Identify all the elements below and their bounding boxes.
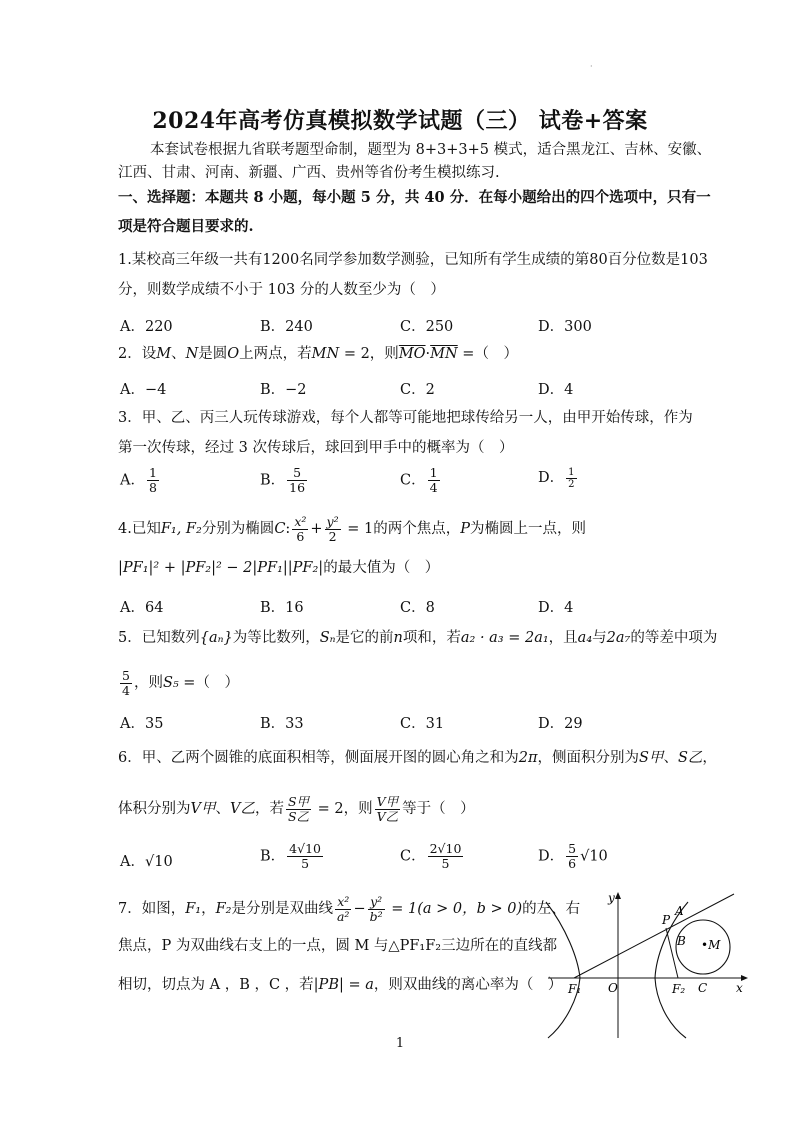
- q3-option-b-key: B．: [260, 472, 286, 489]
- hyperbola-figure: [538, 888, 753, 1040]
- q6-stem-line-1: [118, 748, 717, 768]
- denominator: 6: [296, 528, 305, 544]
- q6-ratio-v: [375, 795, 401, 824]
- scan-speck: ·: [590, 62, 593, 71]
- numerator: y²: [368, 895, 385, 910]
- denominator: b²: [369, 908, 383, 924]
- q7-f2: F₂: [215, 901, 232, 917]
- q7-frac-y: [368, 895, 385, 924]
- label-b: B: [677, 934, 686, 948]
- q4-text: 4.已知: [118, 521, 161, 537]
- q2-text: = 2，则: [339, 346, 399, 362]
- intro-line-1: 本套试卷根据九省联考题型命制，题型为 8+3+3+5 模式，适合黑龙江、吉林、安徽、: [150, 142, 712, 158]
- q3-option-c-key: C．: [400, 472, 426, 489]
- q2-dot: ·: [425, 346, 431, 362]
- numerator: y²: [326, 513, 339, 529]
- q3-option-d-fraction: [566, 467, 576, 490]
- q3-option-d-key: D．: [538, 470, 565, 486]
- q6-s-yi: S乙: [677, 750, 703, 766]
- q5-option-c: C．31: [400, 716, 445, 732]
- denominator: 8: [148, 480, 157, 495]
- numerator: 5: [122, 667, 130, 683]
- q6-option-d-key: D．: [538, 848, 565, 865]
- q4-frac-x: [292, 515, 308, 544]
- q2-vector-mn: $\overline{MN}$: [430, 346, 458, 362]
- numerator: 1: [429, 465, 438, 480]
- q2-circle-o: O: [227, 346, 240, 362]
- denominator: V乙: [376, 808, 399, 824]
- numerator: 5: [568, 841, 577, 856]
- q6-v-yi: V乙: [229, 801, 255, 817]
- q7-stem-line-3: [118, 975, 562, 995]
- denominator: a²: [336, 908, 350, 924]
- q2-options: [120, 378, 640, 400]
- label-a: A: [675, 904, 684, 918]
- q6-option-a-value: √10: [144, 854, 173, 870]
- hyperbola-right-branch: [655, 902, 688, 1038]
- q6-text: ，若: [254, 801, 284, 817]
- q6-option-c-key: C．: [400, 848, 426, 865]
- denominator: 4: [122, 682, 130, 698]
- q6-option-b-fraction: [287, 842, 323, 871]
- q5-text: 为等比数列，: [232, 630, 320, 646]
- q2-option-d: D．4: [538, 382, 574, 398]
- q2-text: 2．设: [118, 346, 157, 362]
- q3-options: [120, 466, 640, 502]
- page-title: 2024年高考仿真模拟数学试题（三） 试卷+答案: [152, 108, 648, 134]
- denominator: 6: [568, 856, 577, 871]
- q5-n: n: [393, 630, 403, 646]
- numerator: V甲: [376, 793, 399, 809]
- denominator: 5: [301, 856, 310, 871]
- q6-sep: ，: [702, 750, 717, 766]
- y-axis-arrow: [615, 892, 621, 899]
- label-c: C: [698, 981, 708, 995]
- q6-option-d-root: √10: [580, 848, 608, 865]
- q7-condition: = 1(a > 0，b > 0): [386, 901, 523, 917]
- q7-pb: |PB| = a: [313, 977, 374, 993]
- numerator: x²: [294, 513, 307, 529]
- q2-segment: MN: [311, 346, 340, 362]
- q7-text: 的左、右: [522, 901, 581, 917]
- q5-text: 项和，若: [402, 630, 461, 646]
- q2-point-m: M: [156, 346, 172, 362]
- q1-line-1: 1.某校高三年级一共有1200名同学参加数学测验，已知所有学生成绩的第80百分位数是103: [118, 252, 708, 268]
- q3-option-c-fraction: [428, 466, 440, 495]
- numerator: 4√10: [289, 841, 321, 856]
- q5-condition: a₂ · a₃ = 2a₁: [460, 630, 549, 646]
- q4-foci: F₁, F₂: [160, 521, 202, 537]
- q7-stem-line-1: 7．如图，F₁，F₂是分别是双曲线 $\frac{\text{x²}}{\text{a²}}$ − $\frac{\text{y²}}{\text{b²}}$ = 1(a > 0，b > 0)的左、右: [118, 893, 581, 924]
- numerator: 1: [568, 466, 575, 478]
- q6-option-d: [538, 842, 608, 871]
- numerator: S甲: [287, 793, 310, 809]
- q4-point-p: P: [460, 521, 470, 537]
- q1-option-c: C．250: [400, 319, 454, 335]
- q4-frac-y: [325, 515, 341, 544]
- q5-fraction: [120, 669, 132, 698]
- q6-2pi: 2π: [518, 750, 538, 766]
- q6-stem-line-2: [118, 790, 475, 828]
- label-y: y: [608, 891, 615, 905]
- q4-ellipse-c: C: [274, 521, 286, 537]
- q1-options: [120, 315, 640, 337]
- q6-sep: 、: [663, 750, 678, 766]
- q5-sequence: {aₙ}: [199, 630, 233, 646]
- q7-sep: ，: [201, 901, 216, 917]
- q4-text: 的最大值为（ ）: [323, 560, 440, 576]
- q4-stem-line-1: 4.已知F₁, F₂分别为椭圆C: $\frac{\text{x²}}{6}$ + $\frac{\text{y²}}{2}$ = 1的两个焦点，P为椭圆上一点，则: [118, 513, 586, 544]
- denominator: 16: [289, 480, 306, 495]
- label-f2: F₂: [672, 982, 686, 996]
- q3-option-a-fraction: [147, 466, 159, 495]
- q6-option-d-fraction: [566, 842, 578, 871]
- numerator: 2√10: [429, 841, 462, 856]
- label-x: x: [736, 981, 743, 995]
- q5-sn: Sₙ: [319, 630, 336, 646]
- numerator: 1: [148, 465, 157, 480]
- q4-colon: :: [285, 521, 291, 537]
- q7-text: 7．如图，: [118, 901, 186, 917]
- q5-options: [120, 712, 640, 734]
- q5-option-a: A．35: [120, 716, 164, 732]
- q3-option-b: [260, 466, 309, 495]
- q3-option-a-key: A．: [120, 472, 145, 489]
- q6-v-jia: V甲: [190, 801, 216, 817]
- q4-text: 为椭圆上一点，则: [469, 521, 586, 537]
- denominator: 2: [328, 528, 337, 544]
- q6-option-c-fraction: [428, 842, 464, 871]
- q2-option-b: B．−2: [260, 382, 307, 398]
- q4-option-a: A．64: [120, 600, 164, 616]
- q5-stem-line-1: [118, 628, 717, 648]
- q7-f1: F₁: [185, 901, 202, 917]
- q1-line-2: 分，则数学成绩不小于 103 分的人数至少为（ ）: [118, 282, 445, 298]
- q4-stem-line-2: [118, 558, 439, 578]
- denominator: 5: [441, 856, 450, 871]
- q5-text: 5．已知数列: [118, 630, 200, 646]
- q4-option-d: D．4: [538, 600, 574, 616]
- q3-option-c: [400, 466, 442, 495]
- hyperbola-left-branch: [546, 902, 580, 1038]
- q6-text: 等于（ ）: [402, 801, 475, 817]
- q2-vector-mo: $\overline{MO}$: [398, 346, 426, 362]
- q5-option-d: D．29: [538, 716, 583, 732]
- q6-options: [120, 842, 640, 878]
- q5-option-b: B．33: [260, 716, 304, 732]
- q6-s-jia: S甲: [639, 750, 664, 766]
- section-heading-line-2: 项是符合题目要求的.: [118, 218, 254, 235]
- q5-text: 与: [592, 630, 607, 646]
- q4-option-c: C．8: [400, 600, 435, 616]
- q6-text: = 2，则: [313, 801, 373, 817]
- q5-text: ，则: [133, 675, 163, 691]
- line-f1-p: [574, 894, 734, 978]
- page-number: 1: [395, 1036, 405, 1051]
- q3-option-d: [538, 466, 579, 490]
- q2-point-n: N: [185, 346, 199, 362]
- q7-text: 相切，切点为 A ，B ，C ，若: [118, 977, 314, 993]
- intro-line-2: 江西、甘肃、河南、新疆、广西、贵州等省份考生模拟练习.: [118, 165, 500, 181]
- q6-option-b: [260, 842, 325, 871]
- q1-option-a: A．220: [120, 319, 173, 335]
- q2-option-a: A．−4: [120, 382, 167, 398]
- q5-2a7: 2a₇: [606, 630, 631, 646]
- q7-stem-line-2: 焦点，P 为双曲线右支上的一点，圆 M 与△PF₁F₂三边所在的直线都: [118, 938, 558, 954]
- q2-option-c: C．2: [400, 382, 435, 398]
- label-m: •M: [701, 938, 721, 952]
- q3-line-1: 3．甲、乙、丙三人玩传球游戏，每个人都等可能地把球传给另一人，由甲开始传球，作为: [118, 410, 693, 426]
- q5-text: 的等差中项为: [630, 630, 718, 646]
- numerator: 5: [287, 466, 307, 481]
- q1-option-d: D．300: [538, 319, 592, 335]
- q2-stem: [118, 344, 518, 364]
- q2-sep: 、: [171, 346, 186, 362]
- q3-option-b-fraction: [287, 466, 307, 495]
- section-heading-line-1: 一、选择题：本题共 8 小题，每小题 5 分，共 40 分．在每小题给出的四个选项中，只有一: [118, 189, 711, 206]
- q2-text: 是圆: [198, 346, 228, 362]
- label-p: P: [662, 913, 671, 927]
- q7-text: 是分别是双曲线: [231, 901, 333, 917]
- q1-option-b: B．240: [260, 319, 313, 335]
- q2-text: =（ ）: [457, 346, 518, 362]
- label-o: O: [608, 981, 618, 995]
- q3-line-2: 第一次传球，经过 3 次传球后，球回到甲手中的概率为（ ）: [118, 440, 514, 456]
- q6-text: 6．甲、乙两个圆锥的底面积相等，侧面展开图的圆心角之和为: [118, 750, 519, 766]
- q6-option-a-key: A．: [120, 854, 145, 870]
- q6-sep: 、: [215, 801, 230, 817]
- q6-text: ，侧面积分别为: [537, 750, 639, 766]
- q5-text: ，且: [548, 630, 578, 646]
- q4-options: [120, 596, 640, 618]
- denominator: 2: [568, 478, 575, 490]
- q4-text: 分别为椭圆: [201, 521, 275, 537]
- denominator: S乙: [287, 808, 310, 824]
- numerator: x²: [335, 895, 351, 910]
- q6-option-c: [400, 842, 465, 871]
- q5-stem-line-2: [118, 666, 239, 700]
- q5-text: 是它的前: [335, 630, 394, 646]
- q7-frac-x: [335, 895, 351, 924]
- q6-text: 体积分别为: [118, 801, 191, 817]
- q4-option-b: B．16: [260, 600, 304, 616]
- q4-expression: |PF₁|² + |PF₂|² − 2|PF₁||PF₂|: [118, 560, 324, 576]
- q5-s5: S₅: [162, 675, 179, 691]
- q5-text: =（ ）: [178, 675, 239, 691]
- q5-a4: a₄: [577, 630, 593, 646]
- q7-text: ，则双曲线的离心率为（ ）: [373, 977, 563, 993]
- denominator: 4: [429, 480, 438, 495]
- q2-text: 上两点，若: [239, 346, 312, 362]
- q6-ratio-s: [286, 795, 311, 824]
- label-f1: F₁: [568, 982, 582, 996]
- q3-option-a: [120, 466, 161, 495]
- q6-option-a: [120, 850, 173, 871]
- q4-text: = 1的两个焦点，: [342, 521, 461, 537]
- q6-option-b-key: B．: [260, 848, 286, 865]
